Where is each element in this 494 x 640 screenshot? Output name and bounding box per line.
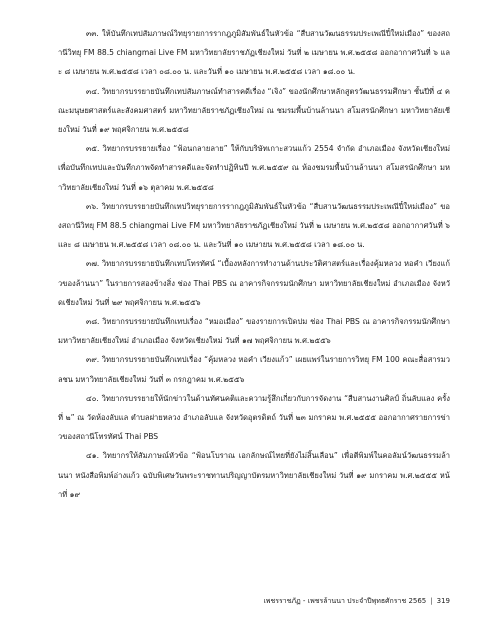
list-item: ๓๓. ให้บันทึกเทปสัมภาษณ์วิทยุรายการรากฎภูมิสัมพันธ์ในหัวข้อ “สืบสานวัฒนธรรมประเพณีปี๋ใหม่เมือง” ของสถานีวิทยุ FM 88.5 chiangmai Live FM มหาวิทยาลัยราชภัฏเชียงใหม่ วันที่ ๒ เมษายน พ.ศ.๒๕๕๘ ออกอากาศวันที่ ๖ และ ๘ เมษายน พ.ศ.๒๕๕๘ เวลา ๐๘.๐๐ น. และวันที่ ๑๐ เมษายน พ.ศ.๒๕๕๘ เวลา ๑๘.๐๐ น. [58, 29, 450, 77]
page-number: 319 [436, 597, 450, 605]
journal-title: เพชรราชภัฏ - เพชรล้านนา ประจำปีพุทธศักราช 2565 [263, 597, 427, 605]
list-item: ๓๕. วิทยากรบรรยายเรื่อง “ฟ้อนกลายลาย” ให้กับบริษัทเกาะสวนแก้ว 2554 จำกัด อำเภอเมือง จังหวัดเชียงใหม่ เพื่อบันทึกเทปและบันทึกภาพจัดทำสารคดีและจัดทำปฏิทินปี พ.ศ.๒๕๕๙ ณ ห้องชมรมพื้นบ้านล้านนา สโมสรนักศึกษา มหาวิทยาลัยเชียงใหม่ วันที่ ๑๖ ตุลาคม พ.ศ.๒๕๕๘ [58, 144, 450, 192]
list-item: ๓๔. วิทยากรบรรยายบันทึกเทปสัมภาษณ์ทำสารคดีเรื่อง “เจิง” ของนักศึกษาหลักสูตรวัฒนธรรมศึกษา ชั้นปีที่ ๔ คณะมนุษยศาสตร์และสังคมศาสตร์ มหาวิทยาลัยราชภัฏเชียงใหม่ ณ ชมรมพื้นบ้านล้านนา สโมสรนักศึกษา มหาวิทยาลัยเชียงใหม่ วันที่ ๑๙ พฤศจิกายน พ.ศ.๒๕๕๘ [58, 86, 450, 135]
list-item: ๔๐. วิทยากรบรรยายให้นักข่าวในด้านทัศนคติและความรู้สึกเกี่ยวกับการจัดงาน “สืบสานงานศิลป์ ถิ่นลับแลง ครั้งที่ ๒” ณ วัดห้องลับแล ตำบลฝายหลวง อำเภอลับแล จังหวัดอุตรดิตถ์ วันที่ ๒๓ มกราคม พ.ศ.๒๕๕๕ ออกอากาศรายการข่าวของสถานีโทรทัศน์ Thai PBS [58, 393, 450, 442]
footer-separator: | [430, 597, 433, 605]
list-item: ๔๑. วิทยากรให้สัมภาษณ์หัวข้อ “ฟ้อนโบราณ เอกลักษณ์ไทยที่ยังไม่สิ้นเลือน” เพื่อตีพิมพ์ในคอลัมน์วัฒนธรรมล้านนา หนังสือพิมพ์อ่างแก้ว ฉบับพิเศษวันพระราชทานปริญญาบัตรมหาวิทยาลัยเชียงใหม่ วันที่ ๑๙ มกราคม พ.ศ.๒๕๕๕ หน้าที่ ๑๙ [58, 451, 450, 499]
list-item: ๓๘. วิทยากรบรรยายบันทึกเทปเรื่อง “หมอเมือง” ของรายการเปิดปม ช่อง Thai PBS ณ อาคารกิจกรรมนักศึกษา มหาวิทยาลัยเชียงใหม่ อำเภอเมือง จังหวัดเชียงใหม่ วันที่ ๑๗ พฤศจิกายน พ.ศ.๒๕๕๖ [58, 317, 450, 346]
list-item: ๓๖. วิทยากรบรรยายบันทึกเทปวิทยุรายการรากฎภูมิสัมพันธ์ในหัวข้อ “สืบสานวัฒนธรรมประเพณีปี๋ใหม่เมือง” ของสถานีวิทยุ FM 88.5 chiangmai Live FM มหาวิทยาลัยราชภัฏเชียงใหม่ วันที่ ๒ เมษายน พ.ศ.๒๕๕๘ ออกอากาศวันที่ ๖ และ ๘ เมษายน พ.ศ.๒๕๕๘ เวลา ๐๘.๐๐ น. และวันที่ ๑๐ เมษายน พ.ศ.๒๕๕๘ เวลา ๑๘.๐๐ น. [58, 201, 450, 250]
list-item: ๓๙. วิทยากรบรรยายบันทึกเทปเรื่อง “คุ้มหลวง หอคำ เวียงแก้ว” เผยแพร่ในรายการวิทยุ FM 100 คณะสื่อสารมวลชน มหาวิทยาลัยเชียงใหม่ วันที่ ๓ กรกฎาคม พ.ศ.๒๕๕๖ [58, 355, 450, 384]
list-item: ๓๗. วิทยากรบรรยายบันทึกเทปโทรทัศน์ “เบื้องหลังการทำงานด้านประวัติศาสตร์และเรื่องคุ้มหลวง หอคำ เวียงแก้วของล้านนา” ในรายการสองข้างสิ่ง ช่อง Thai PBS ณ อาคารกิจกรรมนักศึกษา มหาวิทยาลัยเชียงใหม่ อำเภอเมือง จังหวัดเชียงใหม่ วันที่ ๒๙ พฤศจิกายน พ.ศ.๒๕๕๖ [58, 259, 450, 307]
page-footer [263, 596, 450, 607]
document-body [58, 24, 450, 504]
